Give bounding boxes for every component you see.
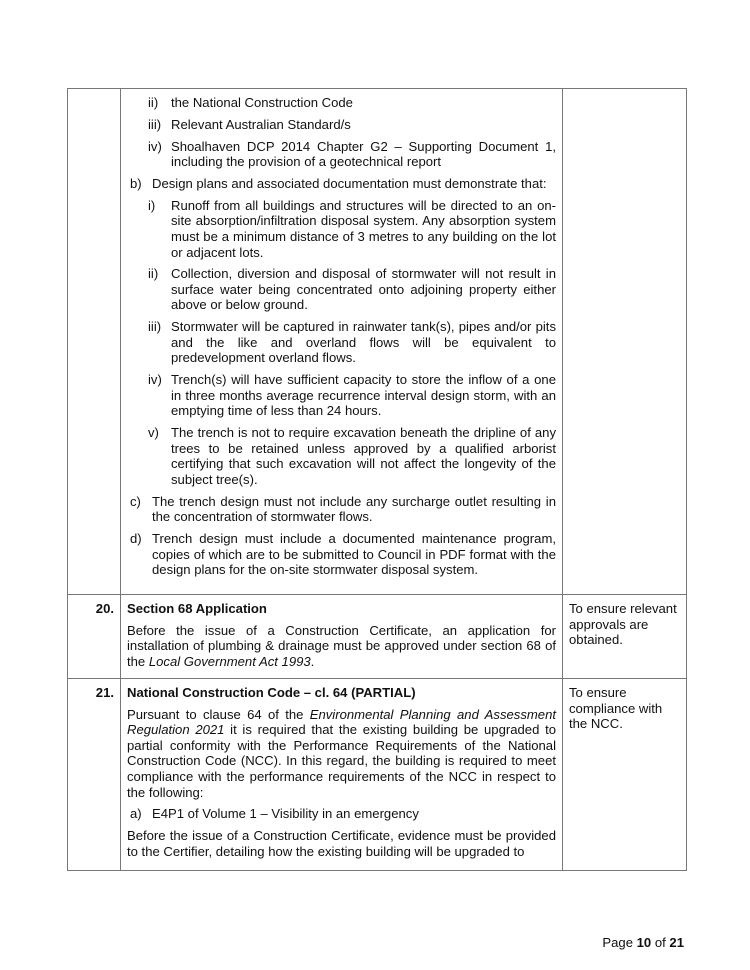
reason-cell bbox=[563, 89, 687, 595]
condition-paragraph: Before the issue of a Construction Certificate, evidence must be provided to the Certifier, detailing how the existing building will be upgraded to bbox=[127, 828, 556, 859]
conditions-table bbox=[67, 88, 687, 871]
list-item: b) Design plans and associated documentation must demonstrate that: bbox=[130, 175, 547, 191]
table-row-condition-21 bbox=[68, 679, 687, 871]
list-item: iii) Stormwater will be captured in rainwater tank(s), pipes and/or pits and the like and overland flows will be equivalent to predevelopment overland flows. bbox=[148, 319, 556, 366]
condition-reason: To ensure compliance with the NCC. bbox=[563, 679, 687, 871]
list-item: iii) Relevant Australian Standard/s bbox=[148, 116, 351, 132]
page-number: Page 10 of 21 bbox=[602, 935, 684, 950]
condition-number: 20. bbox=[68, 595, 121, 679]
list-item: iv) Shoalhaven DCP 2014 Chapter G2 – Supporting Document 1, including the provision of a geotechnical report bbox=[148, 138, 556, 170]
list-item: ii) the National Construction Code bbox=[148, 95, 353, 110]
list-item: d) Trench design must include a documented maintenance program, copies of which are to be submitted to Council in PDF format with the design plans for the on-site stormwater disposal system. bbox=[130, 531, 556, 578]
condition-reason: To ensure relevant approvals are obtained. bbox=[563, 595, 687, 679]
condition-text-cell bbox=[121, 595, 563, 679]
number-cell bbox=[68, 89, 121, 595]
list-item: c) The trench design must not include any surcharge outlet resulting in the concentration of stormwater flows. bbox=[130, 493, 556, 525]
list-item: ii) Collection, diversion and disposal of stormwater will not result in surface water being concentrated onto adjoining property either above or below ground. bbox=[148, 266, 556, 313]
list-item: iv) Trench(s) will have sufficient capacity to store the inflow of a one in three months average recurrence interval design storm, with an emptying time of less than 24 hours. bbox=[148, 372, 556, 419]
condition-paragraph: Before the issue of a Construction Certificate, an application for installation of plumbing & drainage must be approved under section 68 of the Local Government Act 1993. bbox=[127, 622, 556, 669]
condition-title: Section 68 Application bbox=[127, 601, 267, 616]
condition-number: 21. bbox=[68, 679, 121, 871]
table-row-condition-20 bbox=[68, 595, 687, 679]
list-item: i) Runoff from all buildings and structures will be directed to an on-site absorption/infiltration disposal system. Any absorption system must be a minimum distance of 3 metres to any building on the lot or adjacent lots. bbox=[148, 197, 556, 260]
table-row-continuation bbox=[68, 89, 687, 595]
condition-title: National Construction Code – cl. 64 (PARTIAL) bbox=[127, 685, 416, 700]
list-item: a) E4P1 of Volume 1 – Visibility in an emergency bbox=[130, 806, 419, 822]
list-item: v) The trench is not to require excavation beneath the dripline of any trees to be retained unless approved by a qualified arborist certifying that such excavation will not affect the longevity of the subject tree(s). bbox=[148, 425, 556, 487]
condition-text-cell bbox=[121, 679, 563, 871]
condition-text-cell bbox=[121, 89, 563, 595]
condition-paragraph: Pursuant to clause 64 of the Environmental Planning and Assessment Regulation 2021 it is required that the existing building be upgraded to partial conformity with the Performance Requirements of the National Construction Code (NCC). In this regard, the building is required to meet compliance with the performance requirements of the NCC in respect to the following: bbox=[127, 706, 556, 800]
